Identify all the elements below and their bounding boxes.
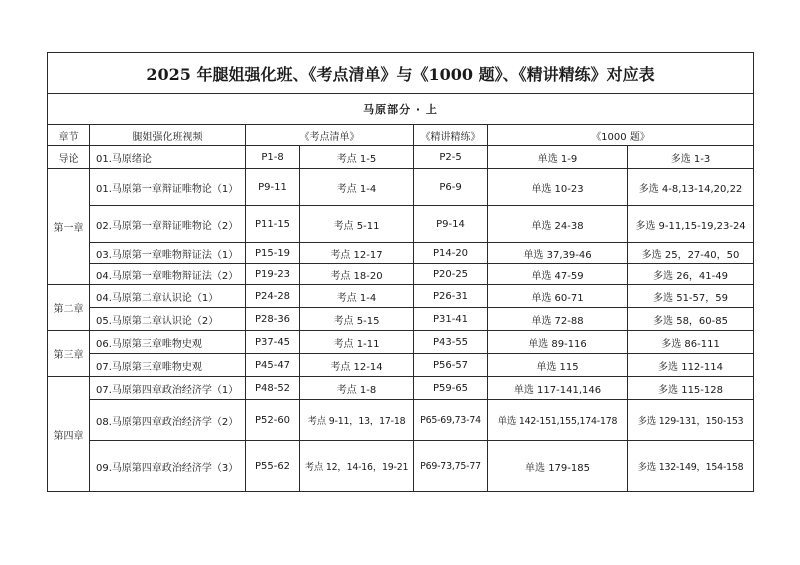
correspondence-table <box>47 52 754 492</box>
single-cell: 单选 115 <box>488 354 628 377</box>
single-cell: 单选 142-151,155,174-178 <box>488 400 628 441</box>
video-cell: 04.马原第一章唯物辩证法（2） <box>90 264 246 285</box>
jj-cell: P14-20 <box>414 243 488 264</box>
multi-cell: 多选 26，41-49 <box>628 264 754 285</box>
kd-page-cell: P48-52 <box>246 377 300 400</box>
kd-point-cell: 考点 12-14 <box>300 354 414 377</box>
jj-cell: P43-55 <box>414 331 488 354</box>
kd-page-cell: P15-19 <box>246 243 300 264</box>
table-row <box>48 146 754 169</box>
table-row <box>48 441 754 492</box>
table-row <box>48 331 754 354</box>
header-chapter: 章节 <box>48 125 90 146</box>
kd-page-cell: P28-36 <box>246 308 300 331</box>
kd-point-cell: 考点 1-4 <box>300 285 414 308</box>
multi-cell: 多选 51-57，59 <box>628 285 754 308</box>
table-row <box>48 206 754 243</box>
multi-cell: 多选 4-8,13-14,20,22 <box>628 169 754 206</box>
table-row <box>48 243 754 264</box>
kd-point-cell: 考点 9-11，13，17-18 <box>300 400 414 441</box>
video-cell: 07.马原第三章唯物史观 <box>90 354 246 377</box>
kd-page-cell: P1-8 <box>246 146 300 169</box>
video-cell: 07.马原第四章政治经济学（1） <box>90 377 246 400</box>
single-cell: 单选 47-59 <box>488 264 628 285</box>
table-row <box>48 354 754 377</box>
header-row <box>48 125 754 146</box>
kd-page-cell: P37-45 <box>246 331 300 354</box>
jj-cell: P69-73,75-77 <box>414 441 488 492</box>
multi-cell: 多选 129-131，150-153 <box>628 400 754 441</box>
header-jingjiang: 《精讲精练》 <box>414 125 488 146</box>
single-cell: 单选 179-185 <box>488 441 628 492</box>
chapter-cell: 第三章 <box>48 331 90 377</box>
table-row <box>48 264 754 285</box>
kd-point-cell: 考点 5-15 <box>300 308 414 331</box>
video-cell: 03.马原第一章唯物辩证法（1） <box>90 243 246 264</box>
kd-page-cell: P19-23 <box>246 264 300 285</box>
kd-point-cell: 考点 1-11 <box>300 331 414 354</box>
kd-point-cell: 考点 1-5 <box>300 146 414 169</box>
multi-cell: 多选 115-128 <box>628 377 754 400</box>
chapter-cell: 第一章 <box>48 169 90 285</box>
jj-cell: P59-65 <box>414 377 488 400</box>
jj-cell: P31-41 <box>414 308 488 331</box>
multi-cell: 多选 132-149，154-158 <box>628 441 754 492</box>
chapter-cell: 第四章 <box>48 377 90 492</box>
header-kaodian: 《考点清单》 <box>246 125 414 146</box>
jj-cell: P9-14 <box>414 206 488 243</box>
video-cell: 01.马原绪论 <box>90 146 246 169</box>
table-row <box>48 400 754 441</box>
chapter-cell: 第二章 <box>48 285 90 331</box>
multi-cell: 多选 86-111 <box>628 331 754 354</box>
table-row <box>48 308 754 331</box>
kd-page-cell: P55-62 <box>246 441 300 492</box>
single-cell: 单选 89-116 <box>488 331 628 354</box>
kd-point-cell: 考点 12-17 <box>300 243 414 264</box>
video-cell: 01.马原第一章辩证唯物论（1） <box>90 169 246 206</box>
single-cell: 单选 24-38 <box>488 206 628 243</box>
jj-cell: P20-25 <box>414 264 488 285</box>
video-cell: 05.马原第二章认识论（2） <box>90 308 246 331</box>
video-cell: 09.马原第四章政治经济学（3） <box>90 441 246 492</box>
multi-cell: 多选 1-3 <box>628 146 754 169</box>
single-cell: 单选 60-71 <box>488 285 628 308</box>
kd-page-cell: P52-60 <box>246 400 300 441</box>
document-sheet <box>47 52 753 492</box>
video-cell: 02.马原第一章辩证唯物论（2） <box>90 206 246 243</box>
header-video: 腿姐强化班视频 <box>90 125 246 146</box>
table-row <box>48 169 754 206</box>
kd-point-cell: 考点 18-20 <box>300 264 414 285</box>
jj-cell: P26-31 <box>414 285 488 308</box>
video-cell: 08.马原第四章政治经济学（2） <box>90 400 246 441</box>
video-cell: 06.马原第三章唯物史观 <box>90 331 246 354</box>
single-cell: 单选 37,39-46 <box>488 243 628 264</box>
multi-cell: 多选 9-11,15-19,23-24 <box>628 206 754 243</box>
jj-cell: P6-9 <box>414 169 488 206</box>
single-cell: 单选 72-88 <box>488 308 628 331</box>
video-cell: 04.马原第二章认识论（1） <box>90 285 246 308</box>
multi-cell: 多选 112-114 <box>628 354 754 377</box>
single-cell: 单选 10-23 <box>488 169 628 206</box>
jj-cell: P2-5 <box>414 146 488 169</box>
kd-page-cell: P45-47 <box>246 354 300 377</box>
header-1000: 《1000 题》 <box>488 125 754 146</box>
multi-cell: 多选 58，60-85 <box>628 308 754 331</box>
section-title: 马原部分 · 上 <box>48 94 754 125</box>
kd-point-cell: 考点 1-8 <box>300 377 414 400</box>
kd-point-cell: 考点 5-11 <box>300 206 414 243</box>
kd-point-cell: 考点 12，14-16，19-21 <box>300 441 414 492</box>
jj-cell: P56-57 <box>414 354 488 377</box>
kd-page-cell: P11-15 <box>246 206 300 243</box>
single-cell: 单选 117-141,146 <box>488 377 628 400</box>
jj-cell: P65-69,73-74 <box>414 400 488 441</box>
chapter-cell: 导论 <box>48 146 90 169</box>
table-row <box>48 285 754 308</box>
kd-page-cell: P24-28 <box>246 285 300 308</box>
table-row <box>48 377 754 400</box>
kd-page-cell: P9-11 <box>246 169 300 206</box>
single-cell: 单选 1-9 <box>488 146 628 169</box>
multi-cell: 多选 25，27-40，50 <box>628 243 754 264</box>
table-title: 2025 年腿姐强化班、《考点清单》与《1000 题》、《精讲精练》对应表 <box>48 53 754 94</box>
kd-point-cell: 考点 1-4 <box>300 169 414 206</box>
